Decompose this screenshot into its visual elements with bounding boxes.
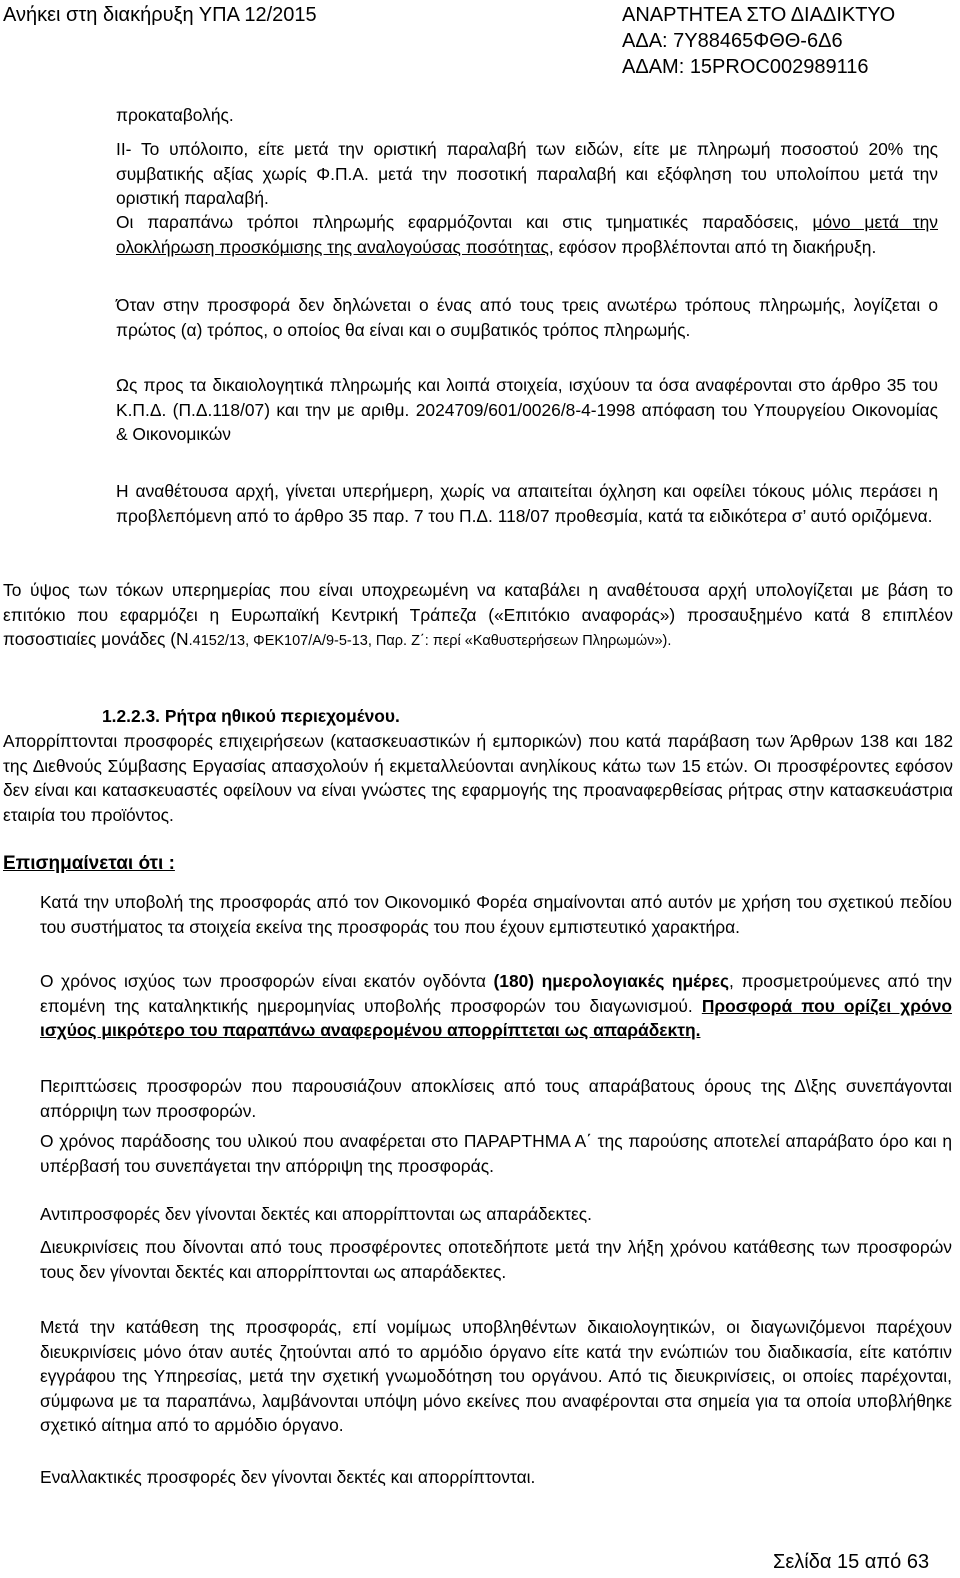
paragraph-alternatives: Εναλλακτικές προσφορές δεν γίνονται δεκτές και απορρίπτονται. — [40, 1467, 536, 1487]
paragraph-default-payment: Όταν στην προσφορά δεν δηλώνεται ο ένας από τους τρεις ανωτέρω τρόπους πληρωμής, λογίζεται ο πρώτος (α) τρόπος, ο οποίος θα είναι και ο συμβατικός τρόπος πληρωμής. — [116, 295, 938, 340]
text-law-ref: .4152/13, ΦΕΚ107/Α/9-5-13, Παρ. Ζ΄: περί «Καθυστερήσεων Πληρωμών»). — [188, 633, 672, 649]
text-a: Ο χρόνος ισχύος των προσφορών είναι εκατόν ογδόντα — [40, 971, 494, 991]
paragraph-prepayment: προκαταβολής. — [116, 105, 234, 125]
paragraph-late-payment: Η αναθέτουσα αρχή, γίνεται υπερήμερη, χωρίς να απαιτείται όχληση και οφείλει τόκους μόλις περάσει η προβλεπόμενη από το άρθρο 35 παρ. 7 του Π.Δ. 118/07 προθεσμία, κατά τα ειδικότερα σ’ αυτό οριζόμενα. — [116, 481, 938, 526]
text-a: Το ύψος των τόκων υπερημερίας που είναι υποχρεωμένη να καταβάλει η αναθέτουσα αρχή υπολογίζεται με βάση το επιτόκιο που εφαρμόζει η Ευρωπαϊκή Κεντρική Τράπεζα («Επιτόκιο αναφοράς») προσαυξημένο κατά 8 επιπλέον ποσοστιαίες μονάδες (Ν — [3, 580, 953, 649]
paragraph-supporting-documents: Ως προς τα δικαιολογητικά πληρωμής και λοιπά στοιχεία, ισχύουν τα όσα αναφέρονται στο άρθρο 35 του Κ.Π.Δ. (Π.Δ.118/07) και την με αριθμ. 2024709/601/0026/8-4-1998 απόφαση του Υπουργείου Οικονομίας & Οικονομικών — [116, 375, 938, 444]
page-number: Σελίδα 15 από 63 — [773, 1551, 930, 1573]
header-right — [622, 2, 895, 80]
header-right-line1: ΑΝΑΡΤΗΤΕΑ ΣΤΟ ΔΙΑΔΙΚΤΥΟ — [622, 4, 896, 26]
paragraph-partial-deliveries — [116, 210, 938, 259]
paragraph-validity — [40, 969, 952, 1043]
section-heading: 1.2.2.3. Ρήτρα ηθικού περιεχομένου. — [102, 706, 400, 726]
header-right-line3: ΑΔΑΜ: 15PROC002989116 — [622, 56, 869, 78]
paragraph-remainder: ΙΙ- Το υπόλοιπο, είτε μετά την οριστική παραλαβή των ειδών, είτε με πληρωμή ποσοστού 20% της συμβατικής αξίας χωρίς Φ.Π.Α. μετά την ποσοτική παραλαβή και εξόφληση του υπολοίπου μετά την οριστική παραλαβή. — [116, 139, 938, 208]
paragraph-confidential: Κατά την υποβολή της προσφοράς από τον Οικονομικό Φορέα σημαίνονται από αυτόν με χρήση του σχετικού πεδίου του συστήματος τα στοιχεία εκείνα της προσφοράς του που έχουν εμπιστευτικό χαρακτήρα. — [40, 892, 952, 937]
text-b: εφόσον προβλέπονται από τη διακήρυξη. — [553, 236, 877, 257]
emphasis-heading: Επισημαίνεται ότι : — [3, 853, 175, 874]
header-right-line2: ΑΔΑ: 7Υ88465ΦΘΘ-6Δ6 — [622, 30, 843, 52]
paragraph-interest-rate — [3, 578, 953, 654]
paragraph-counteroffers: Αντιπροσφορές δεν γίνονται δεκτές και απορρίπτονται ως απαράδεκτες. — [40, 1204, 593, 1224]
text-bold-days: (180) ημερολογιακές ημέρες — [493, 971, 730, 991]
text-a: Οι παραπάνω τρόποι πληρωμής εφαρμόζονται και στις τμηματικές παραδόσεις, — [116, 212, 813, 232]
paragraph-clarifications-late: Διευκρινίσεις που δίνονται από τους προσφέροντες οποτεδήποτε μετά την λήξη χρόνου κατάθεσης των προσφορών τους δεν γίνονται δεκτές και απορρίπτονται ως απαράδεκτες. — [40, 1237, 952, 1282]
paragraph-ethics-clause: Απορρίπτονται προσφορές επιχειρήσεων (κατασκευαστικών ή εμπορικών) που κατά παράβαση των Άρθρων 138 και 182 της Διεθνούς Σύμβασης Εργασίας απασχολούν ή εκμεταλλεύονται ανηλίκους κάτω των 15 ετών. Οι προσφέροντες εφόσον δεν είναι και κατασκευαστές οφείλουν να είναι γνώστες της εφαρμογής της προαναφερθείσας ρήτρας στην κατασκευάστρια εταιρία του προϊόντος. — [3, 731, 953, 825]
paragraph-deviations: Περιπτώσεις προσφορών που παρουσιάζουν αποκλίσεις από τους απαράβατους όρους της Δ\ξης συνεπάγονται απόρριψη των προσφορών. — [40, 1076, 952, 1121]
paragraph-delivery-time: Ο χρόνος παράδοσης του υλικού που αναφέρεται στο ΠΑΡΑΡΤΗΜΑ Α΄ της παρούσης αποτελεί απαράβατο όρο και η υπέρβασή του συνεπάγεται την απόρριψη της προσφοράς. — [40, 1131, 952, 1176]
text-b: , προσμετρούμενες από την επομένη της καταληκτικής ημερομηνίας υποβολής προσφορών του διαγωνισμού. — [40, 971, 952, 1016]
paragraph-clarifications: Μετά την κατάθεση της προσφοράς, επί νομίμως υποβληθέντων δικαιολογητικών, οι διαγωνιζόμενοι παρέχουν διευκρινίσεις μόνο όταν αυτές ζητούνται από το αρμόδιο όργανο είτε κατά την ενώπιών του διαδικασία, είτε κατόπιν εγγράφου της Υπηρεσίας, μετά την σχετική γνωμοδότηση του οργάνου. Από τις διευκρινίσεις, οι οποίες παρέχονται, σύμφωνα με τα παραπάνω, λαμβάνονται υπόψη μόνο εκείνες που αναφέρονται στα σημεία για τα οποία υποβλήθηκε σχετικό αίτημα από το αρμόδιο όργανο. — [40, 1317, 952, 1435]
text-underlined: μόνο μετά την ολοκλήρωση προσκόμισης της αναλογούσας ποσότητας, — [116, 212, 938, 257]
text-bold-underlined: Προσφορά που ορίζει χρόνο ισχύος μικρότερο του παραπάνω αναφερομένου απορρίπτεται ως απαράδεκτη. — [40, 995, 952, 1040]
header-left: Ανήκει στη διακήρυξη ΥΠΑ 12/2015 — [3, 4, 317, 26]
